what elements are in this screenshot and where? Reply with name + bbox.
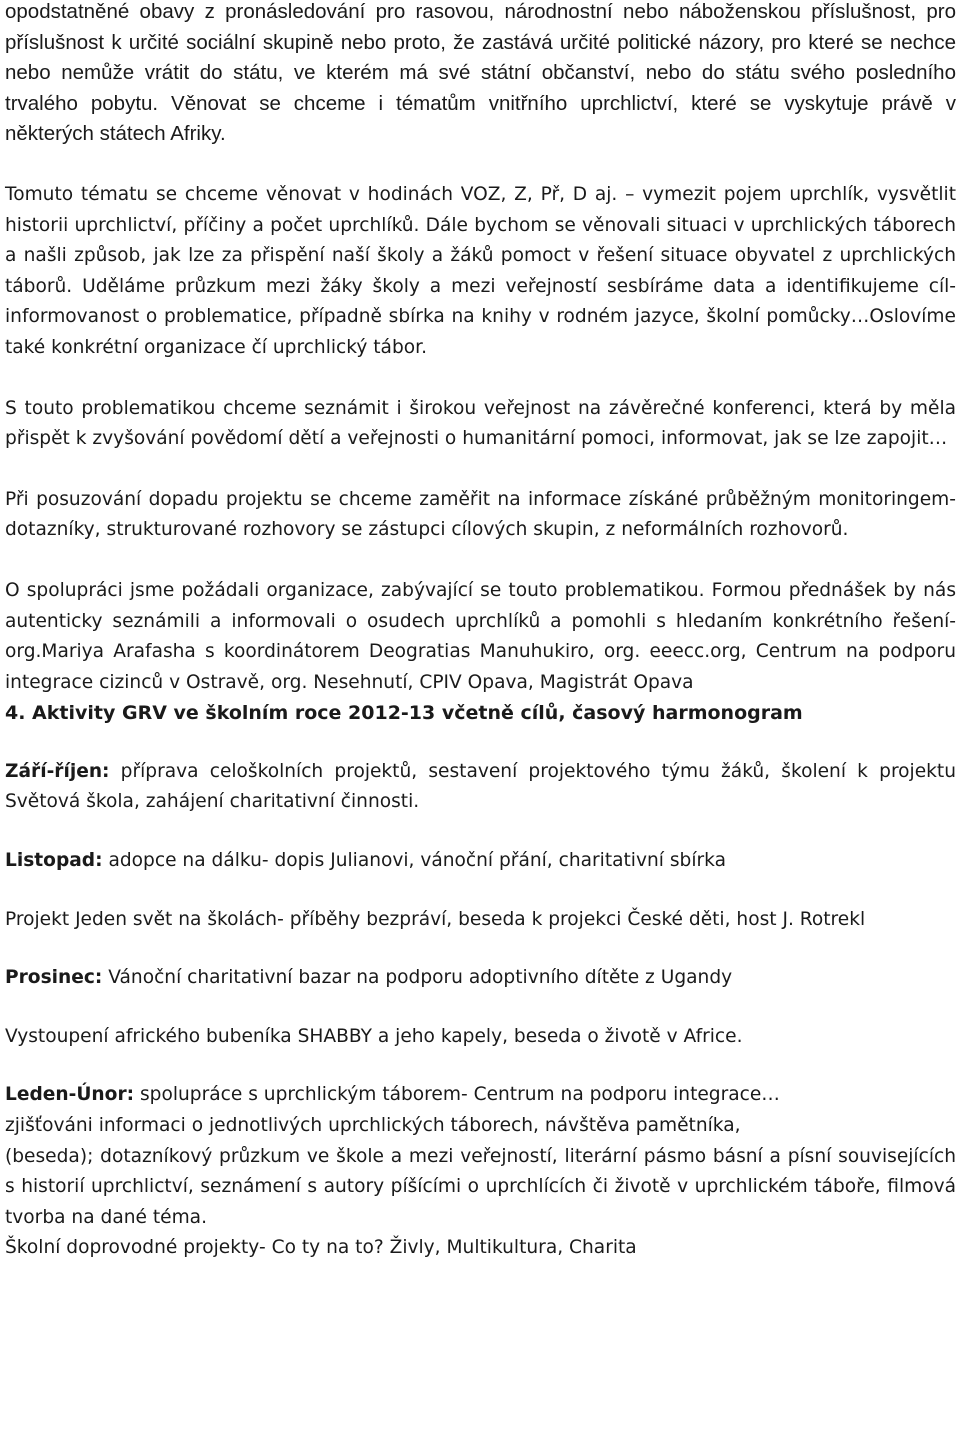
schedule-september-october (5, 757, 956, 818)
schedule-december-extra: Vystoupení afrického bubeníka SHABBY a jeho kapely, beseda o životě v Africe. (5, 1025, 743, 1047)
schedule-january-february-line2: zjišťováni informaci o jednotlivých uprchlických táborech, návštěva pamětníka, (5, 1115, 741, 1137)
schedule-january-february-line3: (beseda); dotazníkový průzkum ve škole a mezi veřejností, literární pásmo básní a písní souvisejících s historií uprchlictví, seznámení s autory píšícími o uprchlících či životě v uprchlickém táboře, filmová tvorba na dané téma. (5, 1145, 956, 1228)
schedule-label: Leden-Únor: (5, 1084, 135, 1106)
schedule-text: spolupráce s uprchlickým táborem- Centrum na podporu integrace… (134, 1084, 780, 1106)
schedule-november-extra: Projekt Jeden svět na školách- příběhy bezpráví, beseda k projekci České děti, host J. Rotrekl (5, 908, 866, 930)
schedule-january-february (5, 1080, 956, 1111)
section-heading: 4. Aktivity GRV ve školním roce 2012-13 včetně cílů, časový harmonogram (5, 702, 803, 725)
paragraph-conference: S touto problematikou chceme seznámit i širokou veřejnost na závěrečné konferenci, která by měla přispět k zvyšování povědomí dětí a veřejnosti o humanitární pomoci, informovat, jak se lze zapojit… (5, 397, 956, 450)
schedule-text: příprava celoškolních projektů, sestavení projektového týmu žáků, školení k projektu Světová škola, zahájení charitativní činnosti. (5, 760, 956, 813)
schedule-label: Září-říjen: (5, 760, 110, 782)
schedule-label: Prosinec: (5, 967, 103, 989)
schedule-label: Listopad: (5, 850, 103, 872)
paragraph-school-lessons: Tomuto tématu se chceme věnovat v hodinách VOZ, Z, Př, D aj. – vymezit pojem uprchlík, vysvětlit historii uprchlictví, příčiny a počet uprchlíků. Dále bychom se věnovali situaci v uprchlických táborech a našli způsob, jak lze za přispění naší školy a žáků pomoct v řešení situace obyvatel z uprchlických táborů. Uděláme průzkum mezi žáky školy a mezi veřejností sesbíráme data a identifikujeme cíl- informovanost o problematice, případně sbírka na knihy v rodném jazyce, školní pomůcky…Oslovíme také konkrétní organizace čí uprchlický tábor. (5, 183, 956, 358)
document-page (5, 0, 956, 1264)
schedule-december (5, 963, 956, 994)
paragraph-refugee-definition: opodstatněné obavy z pronásledování pro rasovou, národnostní nebo náboženskou příslušnost, pro příslušnost k určité sociální skupině nebo proto, že zastává určité politické názory, pro které se nechce nebo nemůže vrátit do státu, ve kterém má své státní občanství, nebo do státu svého posledního trvalého pobytu. Věnovat se chceme i tématům vnitřního uprchlictví, které se vyskytuje právě v některých státech Afriky. (5, 0, 956, 146)
schedule-january-february-line4: Školní doprovodné projekty- Co ty na to? Živly, Multikultura, Charita (5, 1237, 637, 1259)
paragraph-impact-assessment: Při posuzování dopadu projektu se chceme zaměřit na informace získáné průběžným monitoringem- dotazníky, strukturované rozhovory se zástupci cílových skupin, z neformálních rozhovorů. (5, 488, 956, 541)
schedule-november (5, 846, 956, 877)
schedule-text: Vánoční charitativní bazar na podporu adoptivního dítěte z Ugandy (102, 967, 733, 989)
schedule-text: adopce na dálku- dopis Julianovi, vánoční přání, charitativní sbírka (102, 850, 726, 872)
paragraph-partner-organizations: O spolupráci jsme požádali organizace, zabývající se touto problematikou. Formou přednášek by nás autenticky seznámili a informovali o osudech uprchlíků a pomohli s hledaním konkrétního řešení-org.Mariya Arafasha s koordinátorem Deogratias Manuhukiro, org. eeecc.org, Centrum na podporu integrace cizinců v Ostravě, org. Nesehnutí, CPIV Opava, Magistrát Opava (5, 579, 956, 693)
